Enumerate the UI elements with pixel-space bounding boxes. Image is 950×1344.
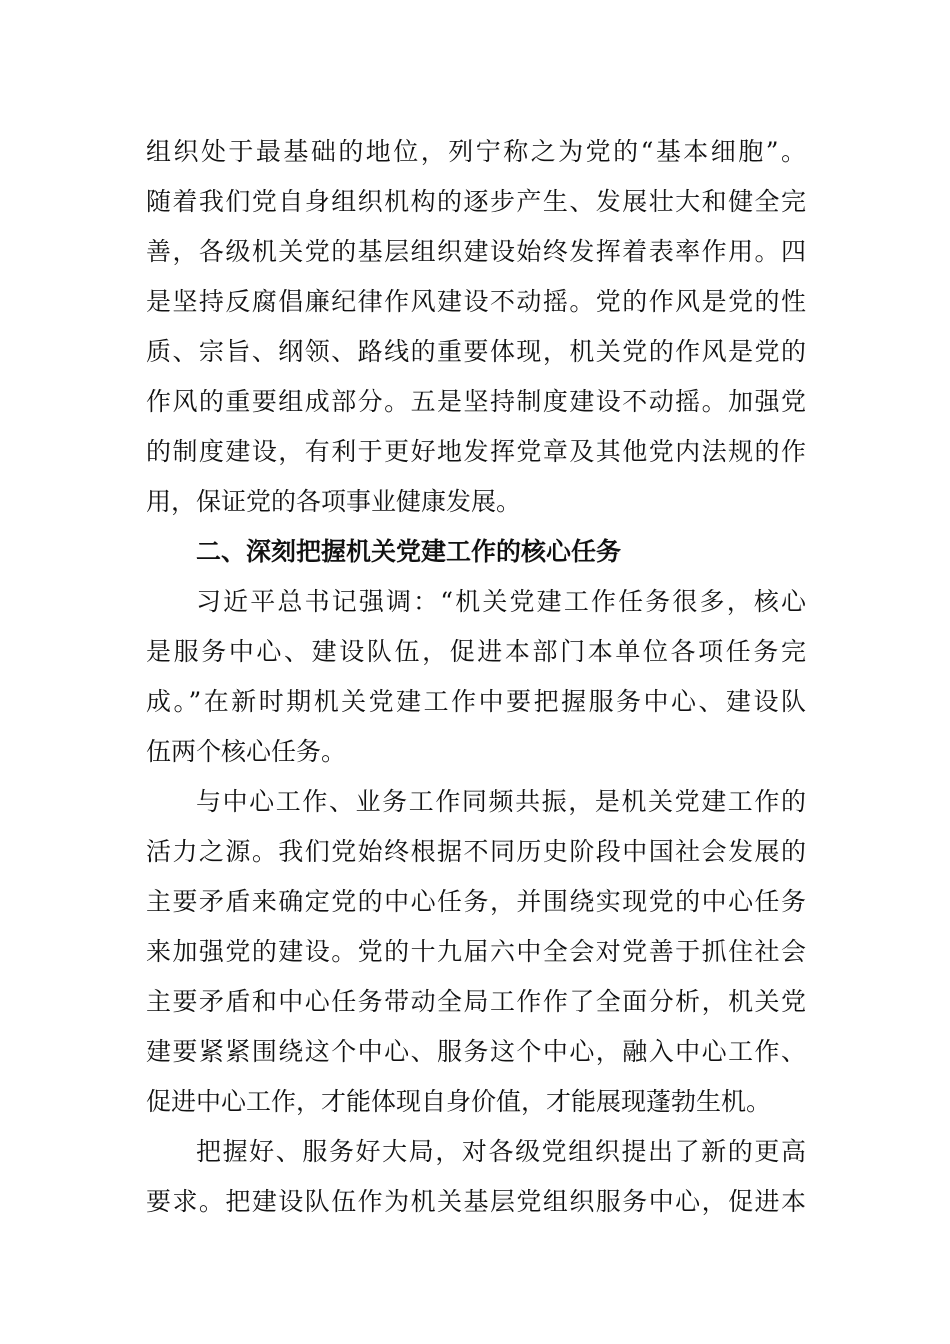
paragraph-3-line-1: 与中心工作、业务工作同频共振，是机关党建工作的 (196, 787, 806, 816)
paragraph-2-line-3: 成。”在新时期机关党建工作中要把握服务中心、建设队 (146, 687, 806, 716)
paragraph-1-line-2: 随着我们党自身组织机构的逐步产生、发展壮大和健全完 (146, 187, 806, 216)
paragraph-4-line-1: 把握好、服务好大局，对各级党组织提出了新的更高 (196, 1137, 806, 1166)
paragraph-2-line-2: 是服务中心、建设队伍，促进本部门本单位各项任务完 (146, 637, 806, 666)
paragraph-1-line-6: 作风的重要组成部分。五是坚持制度建设不动摇。加强党 (146, 387, 806, 416)
section-heading: 二、深刻把握机关党建工作的核心任务 (196, 537, 622, 566)
paragraph-3-line-2: 活力之源。我们党始终根据不同历史阶段中国社会发展的 (146, 837, 806, 866)
paragraph-1-line-1: 组织处于最基础的地位，列宁称之为党的“基本细胞”。 (146, 137, 806, 166)
paragraph-1-line-8: 用，保证党的各项事业健康发展。 (146, 487, 522, 516)
paragraph-4-line-2: 要求。把建设队伍作为机关基层党组织服务中心，促进本 (146, 1187, 806, 1216)
paragraph-1-line-3: 善，各级机关党的基层组织建设始终发挥着表率作用。四 (146, 237, 806, 266)
paragraph-3-line-4: 来加强党的建设。党的十九届六中全会对党善于抓住社会 (146, 937, 806, 966)
paragraph-2-line-1: 习近平总书记强调：“机关党建工作任务很多，核心 (196, 587, 806, 616)
paragraph-1-line-4: 是坚持反腐倡廉纪律作风建设不动摇。党的作风是党的性 (146, 287, 806, 316)
paragraph-3-line-5: 主要矛盾和中心任务带动全局工作作了全面分析，机关党 (146, 987, 806, 1016)
paragraph-2-line-4: 伍两个核心任务。 (146, 737, 347, 766)
paragraph-1-line-5: 质、宗旨、纲领、路线的重要体现，机关党的作风是党的 (146, 337, 806, 366)
paragraph-3-line-7: 促进中心工作，才能体现自身价值，才能展现蓬勃生机。 (146, 1087, 772, 1116)
paragraph-1-line-7: 的制度建设，有利于更好地发挥党章及其他党内法规的作 (146, 437, 806, 466)
paragraph-3-line-3: 主要矛盾来确定党的中心任务，并围绕实现党的中心任务 (146, 887, 806, 916)
paragraph-3-line-6: 建要紧紧围绕这个中心、服务这个中心，融入中心工作、 (146, 1037, 806, 1066)
